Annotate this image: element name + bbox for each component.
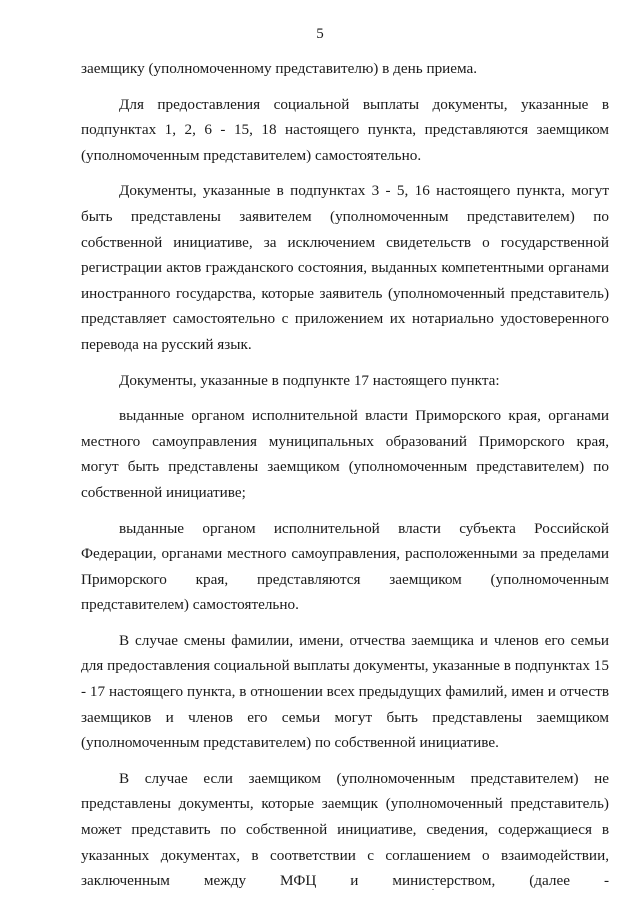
paragraph-name-change: В случае смены фамилии, имени, отчества заемщика и членов его семьи для предоставления социальной выплаты документы, указанные в подпунктах 15 - 17 настоящего пункта, в отношении всех предыдущих фамилий, имен и отчеств заемщиков и членов его семьи могут быть представлены заемщиком (уполномоченным представителем) по собственной инициативе. (81, 631, 609, 752)
page-number: 5 (316, 26, 324, 42)
paragraph-subpoint-17-intro: Документы, указанные в подпункте 17 настоящего пункта: (119, 371, 500, 389)
scan-speck (432, 889, 434, 890)
paragraph-primorsky-issued: выданные органом исполнительной власти Приморского края, органами местного самоуправления муниципальных образований Приморского края, могут быть представлены заемщиком (уполномоченным представителем) по собственной инициативе; (81, 407, 609, 501)
paragraph-not-submitted: В случае если заемщиком (уполномоченным представителем) не представлены документы, которые заемщик (уполномоченный представитель) может представить по собственной инициативе, сведения, содержащиеся в указанных документах, в соответствии с соглашением о взаимодействии, заключенным между МФЦ и министерством, (далее - (81, 769, 609, 890)
paragraph-other-region-issued: выданные органом исполнительной власти субъекта Российской Федерации, органами местного самоуправления, расположенными за пределами Приморского края, представляются заемщиком (уполномоченным представителем) самостоятельно. (81, 519, 609, 614)
document-body (81, 56, 609, 894)
paragraph-documents-self-submitted: Для предоставления социальной выплаты документы, указанные в подпунктах 1, 2, 6 - 15, 18 настоящего пункта, представляются заемщиком (уполномоченным представителем) самостоятельно. (81, 95, 609, 164)
paragraph-continuation: заемщику (уполномоченному представителю) в день приема. (81, 60, 478, 77)
paragraph-documents-own-initiative: Документы, указанные в подпунктах 3 - 5, 16 настоящего пункта, могут быть представлены заявителем (уполномоченным представителем) по собственной инициативе, за исключением свидетельств о государственной регистрации актов гражданского состояния, выданных компетентными органами иностранного государства, которые заявитель (уполномоченный представитель) представляет самостоятельно с приложением их нотариально удостоверенного перевода на русский язык. (81, 182, 609, 353)
